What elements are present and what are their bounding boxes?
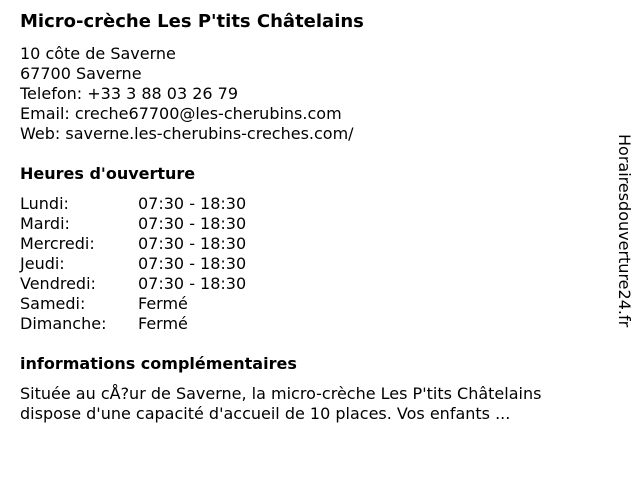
description-line-1: Située au cÅ?ur de Saverne, la micro-crèche Les P'tits Châtelains (20, 384, 542, 403)
email-address: Email: creche67700@les-cherubins.com (20, 104, 342, 123)
hours-time-value: Fermé (138, 294, 188, 313)
hours-day-label: Mercredi: (20, 234, 95, 253)
business-description (20, 384, 610, 424)
website-address: Web: saverne.les-cherubins-creches.com/ (20, 124, 354, 143)
hours-day-label: Samedi: (20, 294, 86, 313)
business-name: Micro-crèche Les P'tits Châtelains (20, 11, 364, 32)
hours-time-value: Fermé (138, 314, 188, 333)
street-address: 10 côte de Saverne (20, 44, 176, 63)
additional-info-heading: informations complémentaires (20, 354, 297, 373)
opening-hours-heading: Heures d'ouverture (20, 164, 196, 183)
watermark-text: Horairesdouverture24.fr (615, 134, 634, 328)
hours-time-value: 07:30 - 18:30 (138, 254, 247, 273)
hours-time-value: 07:30 - 18:30 (138, 274, 247, 293)
contact-block (20, 44, 354, 144)
description-line-2: dispose d'une capacité d'accueil de 10 places. Vos enfants ... (20, 404, 511, 423)
hours-day-label: Vendredi: (20, 274, 96, 293)
hours-time-value: 07:30 - 18:30 (138, 194, 247, 213)
hours-day-label: Lundi: (20, 194, 69, 213)
city-postcode: 67700 Saverne (20, 64, 142, 83)
hours-day-label: Dimanche: (20, 314, 107, 333)
phone-number: Telefon: +33 3 88 03 26 79 (20, 84, 239, 103)
site-watermark (612, 134, 634, 374)
hours-day-label: Mardi: (20, 214, 70, 233)
hours-day-label: Jeudi: (20, 254, 65, 273)
hours-time-value: 07:30 - 18:30 (138, 214, 247, 233)
hours-time-value: 07:30 - 18:30 (138, 234, 247, 253)
